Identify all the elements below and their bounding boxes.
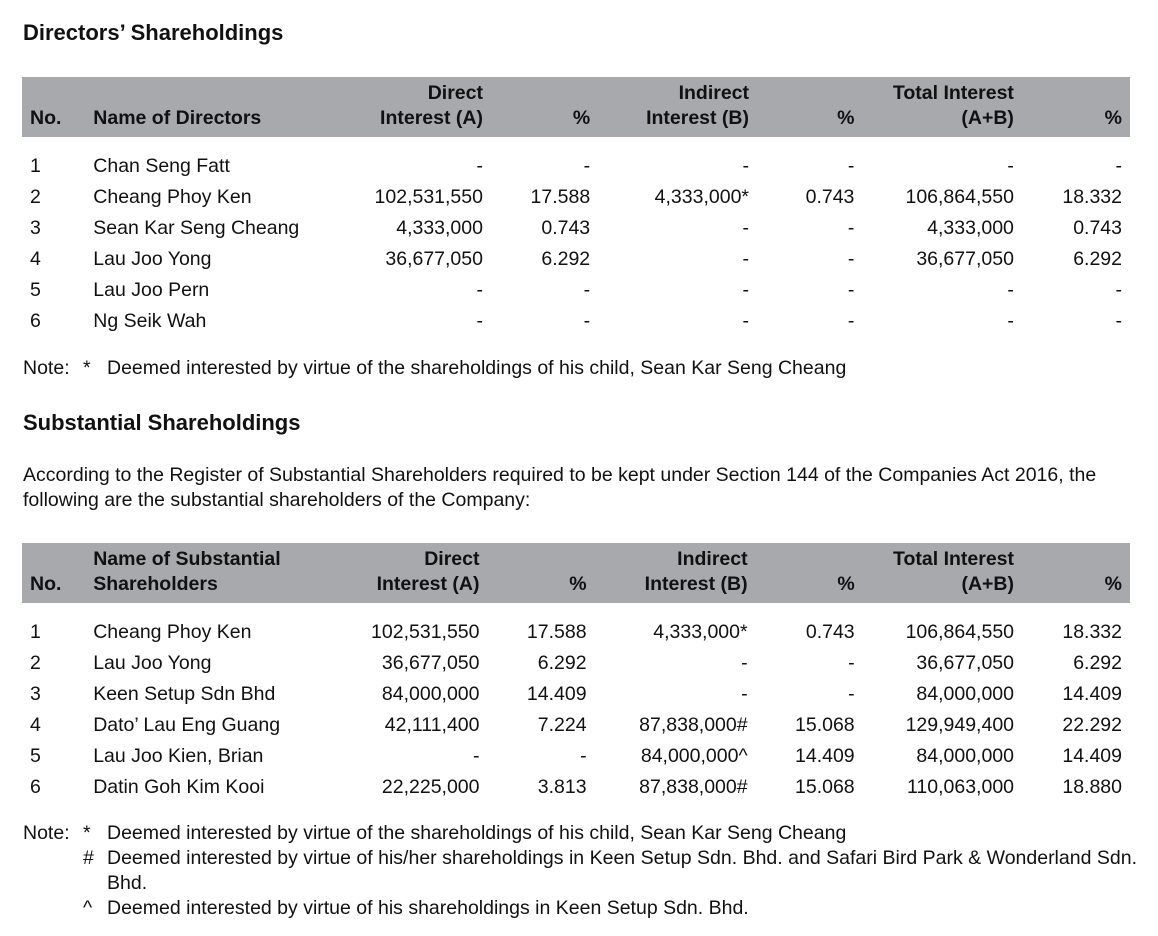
column-header: Name of Substantial Shareholders xyxy=(93,548,281,595)
table-cell: - xyxy=(741,683,748,705)
table-row xyxy=(22,151,1130,182)
table-cell: 22.292 xyxy=(1062,714,1122,736)
table-cell: 84,000,000^ xyxy=(640,745,748,767)
table-row xyxy=(22,213,1130,244)
note-text: Deemed interested by virtue of his/her shareholdings in Keen Setup Sdn. Bhd. and Safari Bird Park & Wonderland Sdn. Bhd. xyxy=(107,847,1137,894)
table-cell: - xyxy=(742,310,750,332)
table-cell: 129,949,400 xyxy=(905,714,1015,736)
table-cell: 84,000,000 xyxy=(916,745,1015,767)
table-cell: 2 xyxy=(30,652,41,674)
table-cell: 17.588 xyxy=(526,621,587,643)
table-cell: 36,677,050 xyxy=(385,248,483,270)
note-item xyxy=(23,846,1137,896)
table-cell: 18.332 xyxy=(1062,621,1122,643)
table-cell: 6 xyxy=(30,776,41,798)
table-row xyxy=(22,306,1130,337)
table-cell: 106,864,550 xyxy=(905,621,1015,643)
note-item xyxy=(23,896,1137,921)
table-row xyxy=(22,182,1130,213)
directors-table xyxy=(22,77,1130,337)
table-cell: 84,000,000 xyxy=(381,683,480,705)
column-header: Total Interest (A+B) xyxy=(893,548,1015,595)
table-cell: - xyxy=(742,217,750,239)
table-cell: - xyxy=(741,652,748,674)
table-cell: - xyxy=(742,248,750,270)
table-cell: 102,531,550 xyxy=(374,186,483,208)
substantial-notes xyxy=(23,821,1137,921)
table-cell: 0.743 xyxy=(541,217,591,239)
note-label: Note: xyxy=(23,357,70,379)
table-cell: - xyxy=(847,248,855,270)
table-cell: - xyxy=(1007,279,1014,301)
table-cell: 106,864,550 xyxy=(905,186,1014,208)
note-symbol: * xyxy=(83,822,91,844)
table-cell: - xyxy=(848,652,855,674)
table-cell: - xyxy=(1115,279,1122,301)
table-cell: 18.332 xyxy=(1062,186,1122,208)
table-cell: - xyxy=(1007,310,1014,332)
table-cell: 84,000,000 xyxy=(916,683,1015,705)
column-header: No. xyxy=(30,107,62,129)
table-cell: 36,677,050 xyxy=(916,652,1015,674)
table-cell: 6.292 xyxy=(537,652,587,674)
table-cell: 102,531,550 xyxy=(371,621,480,643)
note-label xyxy=(23,846,83,896)
table-cell: 6.292 xyxy=(1073,652,1122,674)
table-cell: - xyxy=(847,310,855,332)
table-cell: Chan Seng Fatt xyxy=(93,155,230,177)
table-cell: Lau Joo Pern xyxy=(93,279,210,301)
table-cell: 4,333,000* xyxy=(653,621,748,643)
table-cell: 4,333,000 xyxy=(927,217,1014,239)
table-cell: 3 xyxy=(30,683,41,705)
table-cell: 0.743 xyxy=(805,186,855,208)
note-symbol: * xyxy=(83,357,91,379)
table-cell: - xyxy=(473,745,480,767)
column-header: No. xyxy=(30,573,62,595)
column-header: % xyxy=(572,107,591,129)
table-cell: 18.880 xyxy=(1062,776,1122,798)
table-cell: - xyxy=(583,279,591,301)
note-text: Deemed interested by virtue of his shareholdings in Keen Setup Sdn. Bhd. xyxy=(107,897,749,919)
table-cell: - xyxy=(1007,155,1014,177)
table-cell: 36,677,050 xyxy=(916,248,1014,270)
table-cell: 87,838,000# xyxy=(639,714,748,736)
table-cell: Datin Goh Kim Kooi xyxy=(93,776,265,798)
note-text: Deemed interested by virtue of the shareholdings of his child, Sean Kar Seng Cheang xyxy=(107,357,847,379)
table-row xyxy=(22,244,1130,275)
table-cell: - xyxy=(847,279,855,301)
table-cell: 14.409 xyxy=(1062,683,1122,705)
note-text: Deemed interested by virtue of the shareholdings of his child, Sean Kar Seng Cheang xyxy=(107,822,847,844)
column-header: Name of Directors xyxy=(93,107,262,129)
column-header: Indirect Interest (B) xyxy=(644,548,748,595)
table-cell: - xyxy=(847,155,855,177)
table-cell: 110,063,000 xyxy=(907,776,1015,798)
table-cell: - xyxy=(848,683,855,705)
table-cell: 4,333,000 xyxy=(396,217,483,239)
table-cell: 2 xyxy=(30,186,41,208)
table-cell: - xyxy=(847,217,855,239)
table-cell: - xyxy=(583,155,591,177)
note-symbol: ^ xyxy=(83,897,93,919)
table-row xyxy=(22,772,1130,803)
table-cell: - xyxy=(742,279,750,301)
table-row xyxy=(22,275,1130,306)
table-cell: Cheang Phoy Ken xyxy=(93,186,252,208)
table-cell: Lau Joo Kien, Brian xyxy=(93,745,264,767)
column-header: % xyxy=(1104,573,1122,595)
table-cell: Lau Joo Yong xyxy=(93,248,212,270)
table-cell: 15.068 xyxy=(795,776,855,798)
table-cell: 4 xyxy=(30,714,41,736)
table-cell: - xyxy=(476,155,483,177)
table-cell: Lau Joo Yong xyxy=(93,652,212,674)
table-row xyxy=(22,710,1130,741)
table-header xyxy=(22,543,1130,603)
table-cell: Cheang Phoy Ken xyxy=(93,621,252,643)
table-cell: - xyxy=(742,155,750,177)
table-cell: 15.068 xyxy=(795,714,855,736)
table-cell: - xyxy=(580,745,587,767)
table-cell: 0.743 xyxy=(1073,217,1122,239)
table-row xyxy=(22,648,1130,679)
note-item xyxy=(23,821,1137,846)
table-cell: - xyxy=(476,310,483,332)
directors-title: Directors’ Shareholdings xyxy=(23,20,284,45)
column-header: % xyxy=(569,573,587,595)
table-cell: 6.292 xyxy=(1073,248,1122,270)
table-cell: 22,225,000 xyxy=(381,776,480,798)
table-cell: 4 xyxy=(30,248,41,270)
table-cell: Keen Setup Sdn Bhd xyxy=(93,683,276,705)
table-cell: Sean Kar Seng Cheang xyxy=(93,217,300,239)
note-symbol: # xyxy=(83,847,94,869)
note-item xyxy=(23,356,1137,381)
table-header xyxy=(22,77,1130,137)
table-cell: 3 xyxy=(30,217,41,239)
table-cell: - xyxy=(476,279,483,301)
column-header: Indirect Interest (B) xyxy=(646,82,750,129)
table-cell: 1 xyxy=(30,155,41,177)
table-row xyxy=(22,679,1130,710)
substantial-intro: According to the Register of Substantial Shareholders required to be kept under Section 144 of the Companies Act 2016, the following are the substantial shareholders of the Company: xyxy=(23,464,1097,511)
table-cell: 0.743 xyxy=(805,621,855,643)
column-header: % xyxy=(837,107,855,129)
table-cell: 6 xyxy=(30,310,41,332)
table-cell: 7.224 xyxy=(537,714,587,736)
substantial-table xyxy=(22,543,1130,803)
table-cell: Dato’ Lau Eng Guang xyxy=(93,714,281,736)
table-row xyxy=(22,617,1130,648)
column-header: % xyxy=(1104,107,1122,129)
table-cell: - xyxy=(1115,155,1122,177)
table-cell: 36,677,050 xyxy=(381,652,480,674)
table-cell: 4,333,000* xyxy=(654,186,750,208)
column-header: Total Interest (A+B) xyxy=(892,82,1014,129)
table-cell: 14.409 xyxy=(1062,745,1122,767)
table-cell: 17.588 xyxy=(530,186,591,208)
note-label xyxy=(23,896,83,921)
table-cell: 5 xyxy=(30,279,41,301)
table-cell: 3.813 xyxy=(537,776,587,798)
table-row xyxy=(22,741,1130,772)
table-cell: 1 xyxy=(30,621,41,643)
directors-notes xyxy=(23,356,1137,381)
note-label: Note: xyxy=(23,822,70,844)
column-header: Direct Interest (A) xyxy=(380,82,483,129)
column-header: Direct Interest (A) xyxy=(376,548,480,595)
table-cell: - xyxy=(1115,310,1122,332)
substantial-title: Substantial Shareholdings xyxy=(23,410,301,435)
table-cell: 14.409 xyxy=(526,683,587,705)
table-cell: 6.292 xyxy=(541,248,591,270)
table-cell: 5 xyxy=(30,745,41,767)
column-header: % xyxy=(837,573,855,595)
table-cell: 14.409 xyxy=(795,745,855,767)
table-cell: 87,838,000# xyxy=(639,776,748,798)
table-cell: 42,111,400 xyxy=(384,714,480,736)
table-cell: - xyxy=(583,310,591,332)
table-cell: Ng Seik Wah xyxy=(93,310,207,332)
